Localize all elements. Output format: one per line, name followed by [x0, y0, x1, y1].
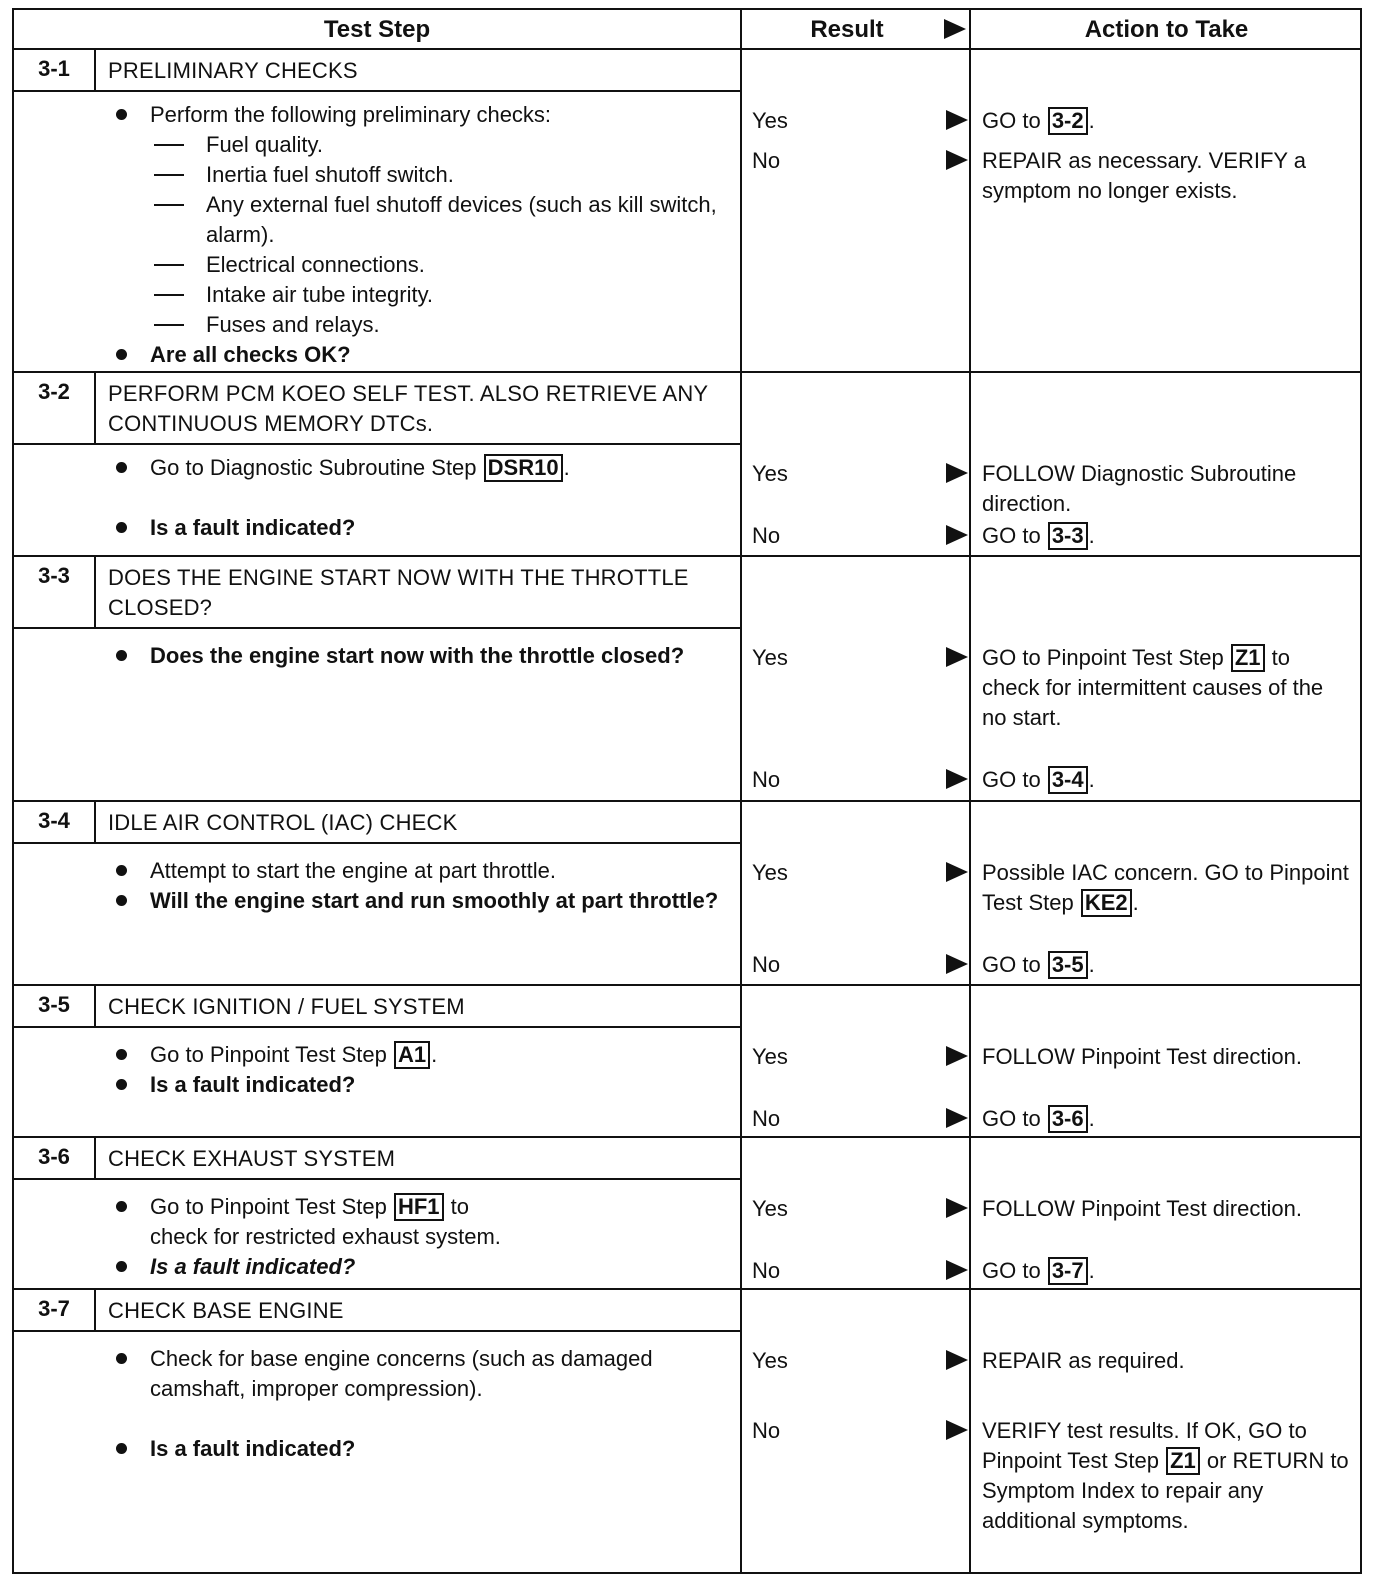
check-item: [110, 280, 730, 310]
bullet-icon: [116, 522, 127, 533]
bullet-icon: [116, 1443, 127, 1454]
arrow-icon: [946, 1046, 968, 1066]
step-title-bar: [14, 50, 740, 92]
list-item: [110, 1192, 730, 1252]
result-yes: Yes: [752, 645, 788, 670]
result-yes: Yes: [752, 1348, 788, 1373]
list-item: [110, 1252, 730, 1282]
step-title-bar: [14, 557, 740, 629]
result-no: No: [752, 952, 781, 977]
step-title: CHECK EXHAUST SYSTEM: [108, 1146, 396, 1171]
action-text: GO to: [982, 767, 1041, 792]
step-text: Go to Diagnostic Subroutine Step: [150, 455, 477, 480]
diagnostic-table: [12, 8, 1362, 1574]
step-question: Is a fault indicated?: [150, 515, 356, 540]
step-question: Is a fault indicated?: [150, 1072, 356, 1097]
dash-icon: [154, 294, 184, 296]
result-yes: Yes: [752, 860, 788, 885]
result-no: No: [752, 1106, 781, 1131]
step-title-bar: [14, 986, 740, 1028]
step-number: 3-7: [14, 1290, 96, 1330]
action-text: to check for intermittent causes of the no start.: [982, 645, 1324, 730]
step-ref-link[interactable]: Z1: [1166, 1447, 1200, 1475]
dash-icon: [154, 264, 184, 266]
bullet-icon: [116, 650, 127, 661]
arrow-icon: [946, 150, 968, 170]
step-question: Does the engine start now with the throttle closed?: [150, 643, 685, 668]
check-text: Intake air tube integrity.: [206, 282, 434, 307]
action-text: GO to: [982, 523, 1041, 548]
action-text: GO to: [982, 952, 1041, 977]
list-item: Go to Diagnostic Subroutine Step DSR10 .: [110, 453, 730, 483]
step-3-1: [14, 50, 1360, 373]
step-question: Is a fault indicated?: [150, 1436, 356, 1461]
dash-icon: [154, 324, 184, 326]
arrow-icon: [946, 1420, 968, 1440]
result-yes: Yes: [752, 108, 788, 133]
step-number: 3-4: [14, 802, 96, 842]
arrow-icon: [946, 463, 968, 483]
step-question: Are all checks OK?: [150, 342, 351, 367]
result-yes: Yes: [752, 1196, 788, 1221]
action-no: GO to 3-5 .: [982, 952, 1095, 977]
step-3-5: [14, 986, 1360, 1138]
step-ref-link[interactable]: DSR10: [484, 454, 563, 482]
bullet-icon: [116, 895, 127, 906]
step-text: check for restricted exhaust system.: [150, 1224, 501, 1249]
list-item: Go to Pinpoint Test Step A1 .: [110, 1040, 730, 1070]
step-3-2: [14, 373, 1360, 557]
list-item: [110, 513, 730, 543]
header-result: Result: [810, 16, 884, 43]
step-ref-link[interactable]: 3-2: [1048, 107, 1088, 135]
step-title: CHECK BASE ENGINE: [108, 1298, 344, 1323]
action-text: VERIFY test results. If OK, GO to Pinpoint Test Step: [982, 1418, 1307, 1473]
list-item: [110, 1434, 730, 1464]
check-text: Fuses and relays.: [206, 312, 380, 337]
list-item: [110, 100, 730, 130]
check-item: [110, 250, 730, 280]
step-body: [110, 453, 730, 543]
bullet-icon: [116, 462, 127, 473]
step-question: Is a fault indicated?: [150, 1254, 356, 1279]
action-text: GO to: [982, 1106, 1041, 1131]
bullet-icon: [116, 1261, 127, 1272]
step-3-6: [14, 1138, 1360, 1290]
action-yes: FOLLOW Pinpoint Test direction.: [982, 1196, 1302, 1221]
step-title: PERFORM PCM KOEO SELF TEST. ALSO RETRIEVE ANY CONTINUOUS MEMORY DTCs.: [108, 381, 708, 436]
action-no: [982, 1416, 1352, 1536]
step-body: [110, 1344, 730, 1464]
arrow-icon: [946, 647, 968, 667]
action-text: GO to Pinpoint Test Step: [982, 645, 1224, 670]
action-text: GO to: [982, 108, 1041, 133]
check-text: Fuel quality.: [206, 132, 323, 157]
bullet-icon: [116, 1049, 127, 1060]
result-no: No: [752, 523, 781, 548]
check-item: [110, 190, 730, 250]
step-intro: Perform the following preliminary checks:: [150, 102, 552, 127]
dash-icon: [154, 144, 184, 146]
step-3-4: [14, 802, 1360, 986]
step-ref-link[interactable]: KE2: [1081, 889, 1132, 917]
step-ref-link[interactable]: 3-7: [1048, 1257, 1088, 1285]
list-item: [110, 340, 730, 370]
step-number: 3-1: [14, 50, 96, 90]
arrow-icon: [946, 1350, 968, 1370]
check-item: [110, 130, 730, 160]
arrow-icon: [946, 1108, 968, 1128]
step-3-7: [14, 1290, 1360, 1572]
bullet-icon: [116, 349, 127, 360]
step-body: [110, 100, 730, 370]
step-title-bar: [14, 1138, 740, 1180]
action-yes: [982, 643, 1352, 733]
action-text: Possible IAC concern. GO to Pinpoint Test Step: [982, 860, 1349, 915]
step-text: Check for base engine concerns (such as damaged camshaft, improper compression).: [150, 1346, 653, 1401]
step-text: to: [450, 1194, 470, 1219]
step-title: DOES THE ENGINE START NOW WITH THE THROTTLE CLOSED?: [108, 565, 689, 620]
step-ref-link[interactable]: 3-5: [1048, 951, 1088, 979]
action-no: GO to 3-7 .: [982, 1258, 1095, 1283]
arrow-icon: [946, 1260, 968, 1280]
step-question: Will the engine start and run smoothly at part throttle?: [150, 888, 719, 913]
step-body: [110, 1192, 730, 1282]
step-ref-link[interactable]: Z1: [1231, 644, 1265, 672]
dash-icon: [154, 204, 184, 206]
list-item: [110, 886, 730, 916]
action-yes: FOLLOW Diagnostic Subroutine direction.: [982, 461, 1297, 516]
check-text: Any external fuel shutoff devices (such as kill switch, alarm).: [206, 192, 717, 247]
step-number: 3-6: [14, 1138, 96, 1178]
check-item: [110, 310, 730, 340]
action-yes: GO to 3-2 .: [982, 108, 1095, 133]
action-no: REPAIR as necessary. VERIFY a symptom no longer exists.: [982, 148, 1307, 203]
step-number-spacer: [14, 92, 96, 373]
check-text: Inertia fuel shutoff switch.: [206, 162, 454, 187]
result-yes: Yes: [752, 1044, 788, 1069]
list-item: [110, 856, 730, 886]
step-number: 3-2: [14, 373, 96, 443]
header-test-step: Test Step: [323, 16, 431, 43]
list-item: [110, 1070, 730, 1100]
action-yes: Possible IAC concern. GO to Pinpoint Test Step KE2 .: [982, 860, 1349, 915]
step-ref-link[interactable]: A1: [394, 1041, 430, 1069]
step-number: 3-5: [14, 986, 96, 1026]
check-text: Electrical connections.: [206, 252, 425, 277]
list-item: [110, 641, 730, 671]
action-yes: FOLLOW Pinpoint Test direction.: [982, 1044, 1302, 1069]
header-arrow-icon: [944, 19, 966, 39]
step-number: 3-3: [14, 557, 96, 627]
arrow-icon: [946, 1198, 968, 1218]
step-body: [110, 856, 730, 916]
action-yes: REPAIR as required.: [982, 1348, 1185, 1373]
result-no: No: [752, 1418, 781, 1443]
step-title-bar: [14, 802, 740, 844]
result-yes: Yes: [752, 461, 788, 486]
action-text: GO to: [982, 1258, 1041, 1283]
action-no: GO to 3-6 .: [982, 1106, 1095, 1131]
header-action: Action to Take: [1084, 16, 1249, 43]
check-item: [110, 160, 730, 190]
step-ref-link[interactable]: 3-3: [1048, 522, 1088, 550]
step-text: Attempt to start the engine at part throttle.: [150, 858, 557, 883]
arrow-icon: [946, 525, 968, 545]
bullet-icon: [116, 1201, 127, 1212]
bullet-icon: [116, 109, 127, 120]
dash-icon: [154, 174, 184, 176]
result-no: No: [752, 1258, 781, 1283]
step-text: Go to Pinpoint Test Step: [150, 1042, 387, 1067]
action-no: GO to 3-4 .: [982, 767, 1095, 792]
result-no: No: [752, 767, 781, 792]
arrow-icon: [946, 110, 968, 130]
arrow-icon: [946, 954, 968, 974]
result-no: No: [752, 148, 781, 173]
step-title: CHECK IGNITION / FUEL SYSTEM: [108, 994, 465, 1019]
step-body: [110, 641, 730, 671]
bullet-icon: [116, 1353, 127, 1364]
step-title-bar: [14, 1290, 740, 1332]
step-text: Go to Pinpoint Test Step: [150, 1194, 387, 1219]
bullet-icon: [116, 1079, 127, 1090]
arrow-icon: [946, 862, 968, 882]
step-3-3: [14, 557, 1360, 802]
step-title: PRELIMINARY CHECKS: [108, 58, 358, 83]
table-header: [14, 10, 1360, 50]
step-ref-link[interactable]: 3-4: [1048, 766, 1088, 794]
step-ref-link[interactable]: HF1: [394, 1193, 444, 1221]
step-ref-link[interactable]: 3-6: [1048, 1105, 1088, 1133]
step-title-bar: [14, 373, 740, 445]
list-item: [110, 1344, 730, 1404]
action-no: GO to 3-3 .: [982, 523, 1095, 548]
step-title: IDLE AIR CONTROL (IAC) CHECK: [108, 810, 458, 835]
bullet-icon: [116, 865, 127, 876]
arrow-icon: [946, 769, 968, 789]
step-body: [110, 1040, 730, 1100]
action-text: or RETURN to Symptom Index to repair any additional symptoms.: [982, 1448, 1349, 1533]
